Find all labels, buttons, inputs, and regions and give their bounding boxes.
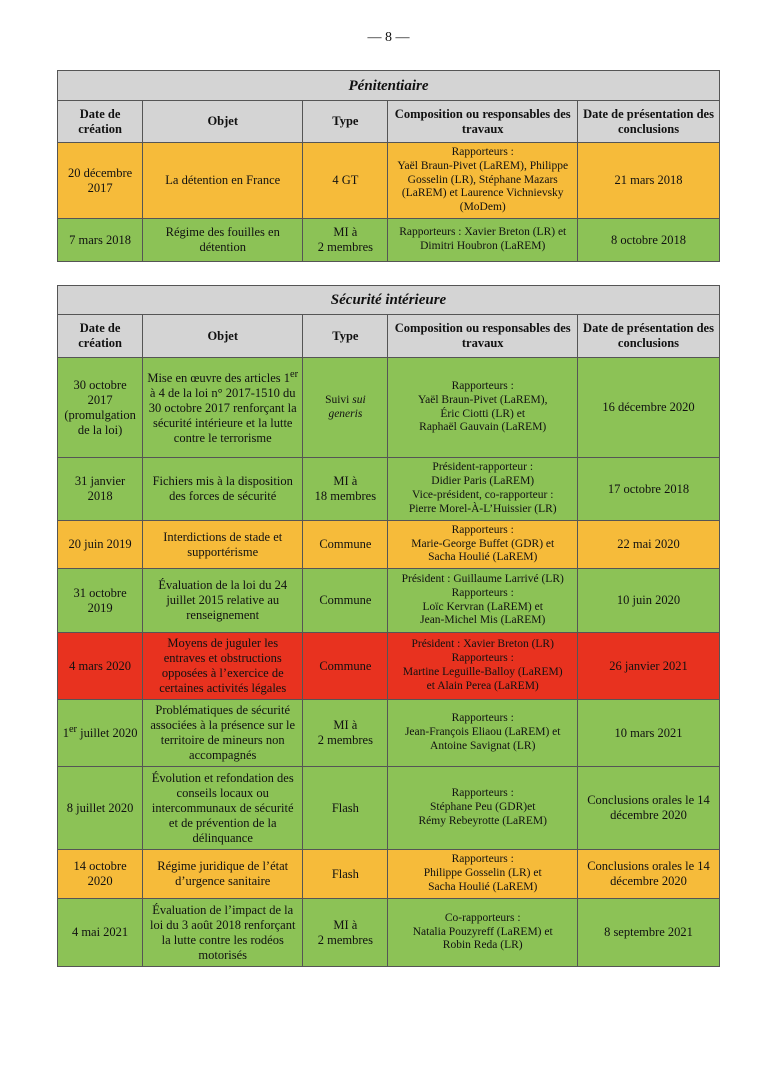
cell-date: 20 décembre 2017: [58, 143, 143, 219]
cell-presentation: Conclusions orales le 14 décembre 2020: [578, 850, 720, 899]
table-row: [58, 458, 720, 521]
cell-date: 31 janvier 2018: [58, 458, 143, 521]
cell-objet: Évaluation de l’impact de la loi du 3 août 2018 renforçant la lutte contre les rodéos motorisés: [143, 899, 303, 967]
cell-type: Commune: [303, 569, 388, 633]
header-date: Date de création: [58, 101, 143, 143]
cell-objet: Problématiques de sécurité associées à la présence sur le territoire de mineurs non accompagnés: [143, 700, 303, 767]
date-text-pre: 1: [62, 726, 69, 741]
cell-date: 8 juillet 2020: [58, 767, 143, 850]
cell-composition: Rapporteurs : Yaël Braun-Pivet (LaREM), Éric Ciotti (LR) et Raphaël Gauvain (LaREM): [388, 358, 578, 458]
cell-composition: Rapporteurs : Yaël Braun-Pivet (LaREM), Philippe Gosselin (LR), Stéphane Mazars (LaREM) et Laurence Vichnievsky (MoDem): [388, 143, 578, 219]
cell-presentation: 10 juin 2020: [578, 569, 720, 633]
cell-presentation: 8 septembre 2021: [578, 899, 720, 967]
section-title-securite: Sécurité intérieure: [58, 286, 720, 315]
cell-presentation: 21 mars 2018: [578, 143, 720, 219]
table-row: [58, 569, 720, 633]
header-date: Date de création: [58, 315, 143, 358]
cell-objet: Interdictions de stade et supportérisme: [143, 521, 303, 569]
cell-composition: Rapporteurs : Philippe Gosselin (LR) et Sacha Houlié (LaREM): [388, 850, 578, 899]
header-type: Type: [303, 315, 388, 358]
cell-presentation: 26 janvier 2021: [578, 633, 720, 700]
cell-composition: Co-rapporteurs : Natalia Pouzyreff (LaREM) et Robin Reda (LR): [388, 899, 578, 967]
cell-objet: La détention en France: [143, 143, 303, 219]
table-row: [58, 700, 720, 767]
cell-presentation: 8 octobre 2018: [578, 219, 720, 262]
cell-objet: Régime juridique de l’état d’urgence sanitaire: [143, 850, 303, 899]
table-row: [58, 850, 720, 899]
cell-presentation: 17 octobre 2018: [578, 458, 720, 521]
cell-type: MI à 2 membres: [303, 700, 388, 767]
cell-type: Commune: [303, 521, 388, 569]
cell-composition: Président-rapporteur : Didier Paris (LaREM) Vice-président, co-rapporteur : Pierre Morel-À-L’Huissier (LR): [388, 458, 578, 521]
cell-composition: Président : Guillaume Larrivé (LR) Rapporteurs : Loïc Kervran (LaREM) et Jean-Michel Mis (LaREM): [388, 569, 578, 633]
cell-date: 14 octobre 2020: [58, 850, 143, 899]
cell-date: 20 juin 2019: [58, 521, 143, 569]
cell-objet: Évolution et refondation des conseils locaux ou intercommunaux de sécurité et de prévention de la délinquance: [143, 767, 303, 850]
cell-type: MI à 2 membres: [303, 899, 388, 967]
cell-presentation: 10 mars 2021: [578, 700, 720, 767]
date-text-post: juillet 2020: [77, 726, 138, 741]
date-sup: er: [68, 724, 78, 736]
cell-type: Flash: [303, 850, 388, 899]
cell-presentation: 16 décembre 2020: [578, 358, 720, 458]
cell-objet: Régime des fouilles en détention: [143, 219, 303, 262]
table-row: [58, 358, 720, 458]
table-row: [58, 899, 720, 967]
penitentiaire-table: [57, 70, 720, 262]
cell-composition: Président : Xavier Breton (LR) Rapporteurs : Martine Leguille-Balloy (LaREM) et Alain Perea (LaREM): [388, 633, 578, 700]
cell-objet: Fichiers mis à la disposition des forces de sécurité: [143, 458, 303, 521]
objet-text-pre: Mise en œuvre des articles 1: [147, 371, 290, 386]
cell-presentation: 22 mai 2020: [578, 521, 720, 569]
table-row: [58, 219, 720, 262]
cell-date: 31 octobre 2019: [58, 569, 143, 633]
cell-composition: Rapporteurs : Xavier Breton (LR) et Dimitri Houbron (LaREM): [388, 219, 578, 262]
cell-type: Commune: [303, 633, 388, 700]
cell-date: 4 mai 2021: [58, 899, 143, 967]
securite-interieure-table: [57, 285, 720, 967]
cell-type: MI à 18 membres: [303, 458, 388, 521]
table-row: [58, 521, 720, 569]
table-row: [58, 767, 720, 850]
cell-type: MI à 2 membres: [303, 219, 388, 262]
objet-sup: er: [290, 368, 299, 380]
cell-type: 4 GT: [303, 143, 388, 219]
cell-composition: Rapporteurs : Stéphane Peu (GDR)et Rémy Rebeyrotte (LaREM): [388, 767, 578, 850]
cell-objet: [143, 358, 303, 458]
table-row: [58, 633, 720, 700]
type-emphasis: sui generis: [328, 393, 366, 420]
page-number: — 8 —: [367, 30, 410, 45]
header-composition: Composition ou responsables des travaux: [388, 101, 578, 143]
objet-text-post: à 4 de la loi n° 2017-1510 du 30 octobre 2017 renforçant la sécurité intérieure et la lutte contre le terrorisme: [148, 386, 297, 446]
table-row: [58, 143, 720, 219]
cell-composition: Rapporteurs : Jean-François Eliaou (LaREM) et Antoine Savignat (LR): [388, 700, 578, 767]
header-type: Type: [303, 101, 388, 143]
header-presentation: Date de présentation des conclusions: [578, 101, 720, 143]
cell-presentation: Conclusions orales le 14 décembre 2020: [578, 767, 720, 850]
cell-type: [303, 358, 388, 458]
cell-objet: Moyens de juguler les entraves et obstructions opposées à l’exercice de certaines activités légales: [143, 633, 303, 700]
cell-composition: Rapporteurs : Marie-George Buffet (GDR) et Sacha Houlié (LaREM): [388, 521, 578, 569]
cell-type: Flash: [303, 767, 388, 850]
cell-date: 30 octobre 2017 (promulgation de la loi): [58, 358, 143, 458]
cell-date: 4 mars 2020: [58, 633, 143, 700]
header-objet: Objet: [143, 315, 303, 358]
header-objet: Objet: [143, 101, 303, 143]
cell-objet: Évaluation de la loi du 24 juillet 2015 relative au renseignement: [143, 569, 303, 633]
header-presentation: Date de présentation des conclusions: [578, 315, 720, 358]
type-text: Suivi: [325, 393, 353, 406]
cell-date: [58, 700, 143, 767]
section-title-penitentiaire: Pénitentiaire: [58, 71, 720, 101]
header-composition: Composition ou responsables des travaux: [388, 315, 578, 358]
cell-date: 7 mars 2018: [58, 219, 143, 262]
